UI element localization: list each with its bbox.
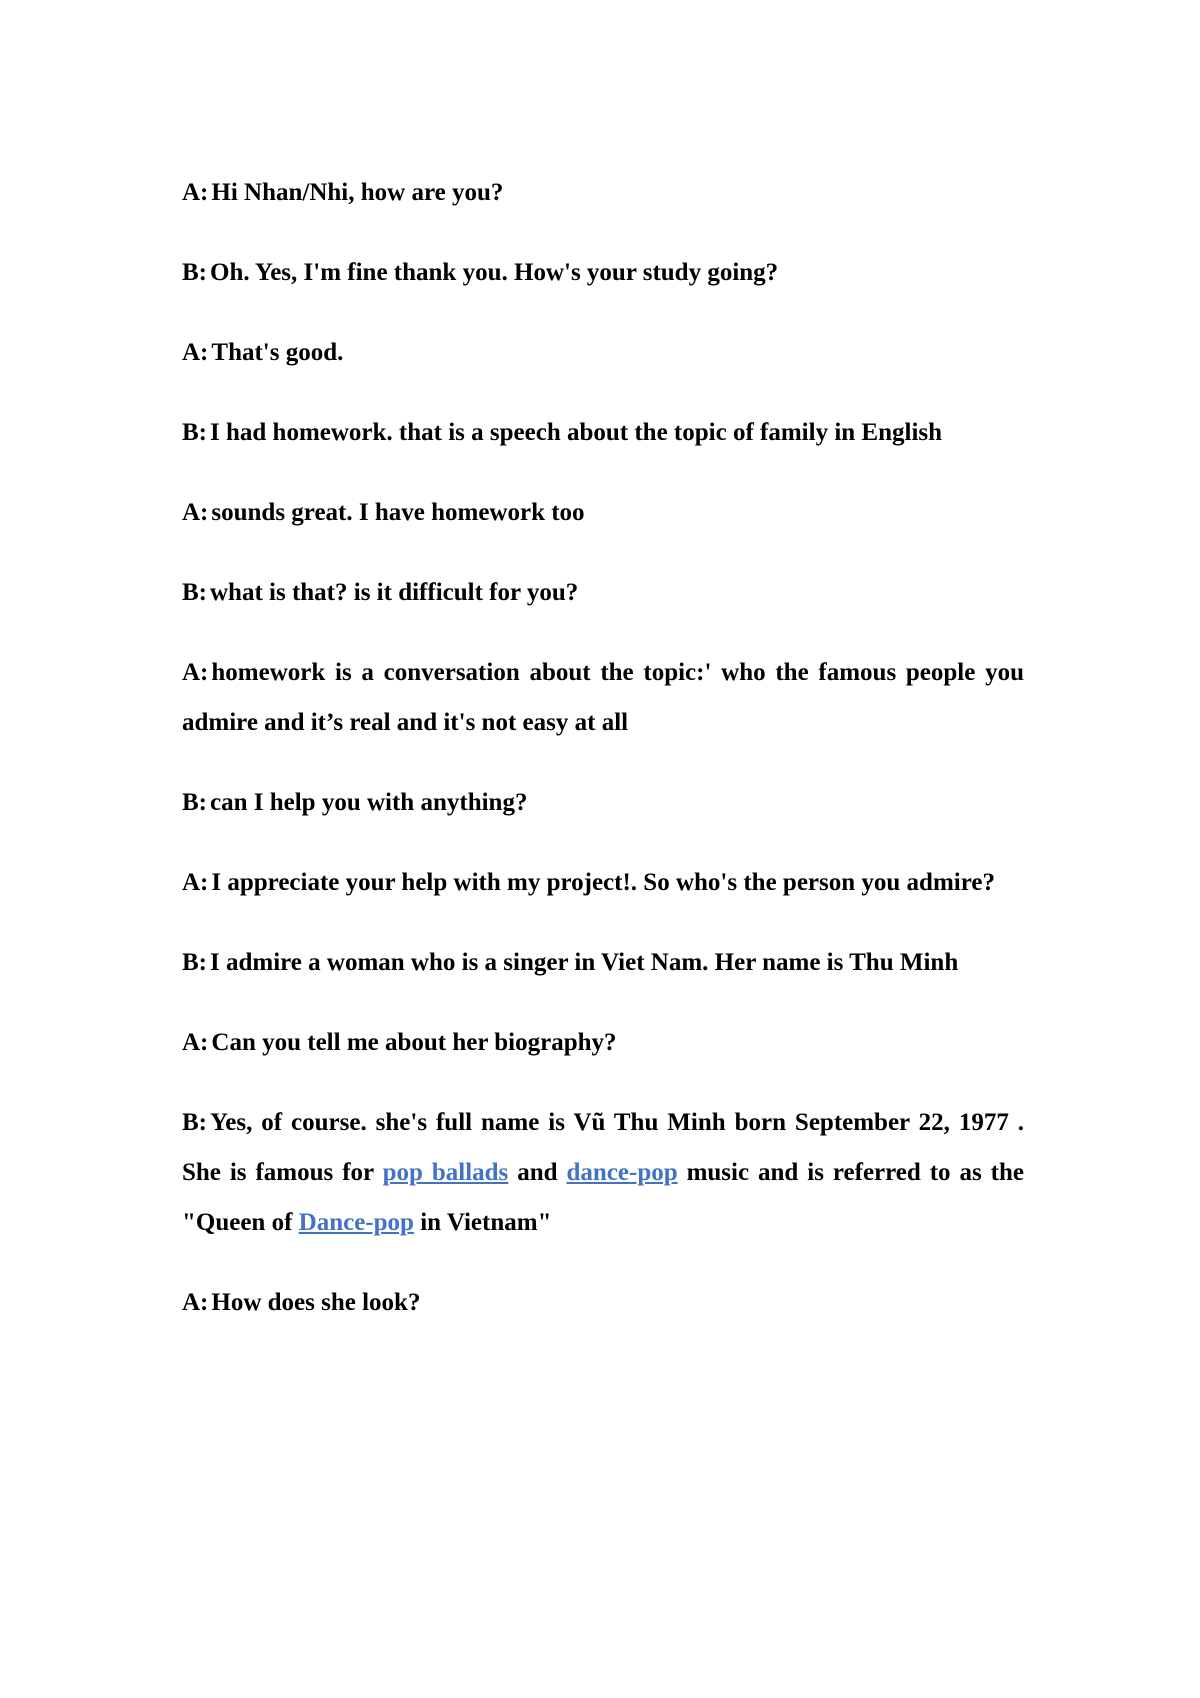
dialogue-line <box>182 488 1024 538</box>
line-text: in Vietnam" <box>413 1209 552 1236</box>
dialogue-line <box>182 648 1024 748</box>
line-text: How does she look? <box>211 1289 421 1316</box>
dialogue-line <box>182 248 1024 298</box>
line-text: music and is referred to as the "Queen of <box>182 1159 1024 1236</box>
speaker-label: A: <box>182 1289 209 1316</box>
line-text: Hi Nhan/Nhi, how are you? <box>211 179 504 206</box>
dialogue-line <box>182 778 1024 828</box>
line-text: I appreciate your help with my project!. So who's the person you admire? <box>211 869 995 896</box>
dance-pop-link[interactable]: dance-pop <box>566 1159 678 1186</box>
line-text: Oh. Yes, I'm fine thank you. How's your study going? <box>210 259 779 286</box>
line-text: what is that? is it difficult for you? <box>210 579 579 606</box>
speaker-label: A: <box>182 179 209 206</box>
speaker-label: A: <box>182 339 209 366</box>
dialogue-line <box>182 408 1024 458</box>
dialogue-line <box>182 168 1024 218</box>
line-text: and <box>508 1159 567 1186</box>
speaker-label: B: <box>182 949 207 976</box>
pop-ballads-link[interactable]: pop ballads <box>382 1159 509 1186</box>
dialogue-line <box>182 1278 1024 1328</box>
speaker-label: A: <box>182 499 209 526</box>
line-text: I admire a woman who is a singer in Viet Nam. Her name is Thu Minh <box>210 949 959 976</box>
dialogue-body <box>182 168 1024 1358</box>
speaker-label: A: <box>182 659 209 686</box>
speaker-label: B: <box>182 259 207 286</box>
dance-pop-queen-link[interactable]: Dance-pop <box>298 1209 414 1236</box>
dialogue-line <box>182 858 1024 908</box>
line-text: homework is a conversation about the topic:' who the famous people you admire and it’s real and it's not easy at all <box>182 659 1024 736</box>
line-text: Yes, of course. she's full name is Vũ Thu Minh born September 22, 1977 . She is famous for <box>182 1109 1024 1186</box>
speaker-label: B: <box>182 419 207 446</box>
speaker-label: B: <box>182 579 207 606</box>
dialogue-line <box>182 938 1024 988</box>
speaker-label: B: <box>182 1109 207 1136</box>
dialogue-line <box>182 328 1024 378</box>
dialogue-line <box>182 568 1024 618</box>
line-text: That's good. <box>211 339 344 366</box>
speaker-label: A: <box>182 869 209 896</box>
dialogue-line-biography <box>182 1098 1024 1248</box>
line-text: sounds great. I have homework too <box>211 499 585 526</box>
dialogue-line <box>182 1018 1024 1068</box>
line-text: Can you tell me about her biography? <box>211 1029 617 1056</box>
speaker-label: B: <box>182 789 207 816</box>
speaker-label: A: <box>182 1029 209 1056</box>
line-text: I had homework. that is a speech about the topic of family in English <box>210 419 943 446</box>
line-text: can I help you with anything? <box>210 789 528 816</box>
